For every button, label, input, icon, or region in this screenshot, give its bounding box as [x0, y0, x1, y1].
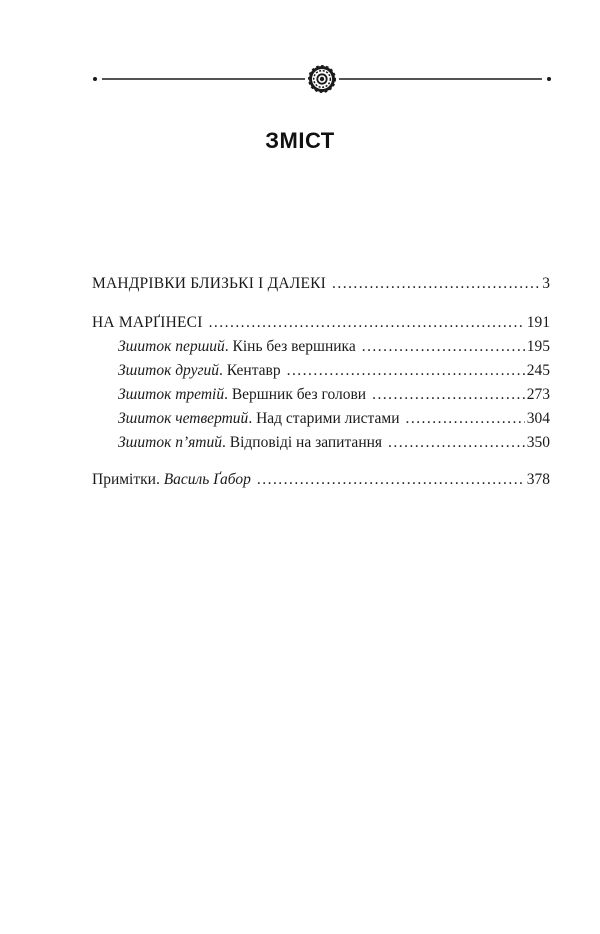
dot-leader: [287, 359, 525, 383]
toc-entry-rest: . Над старими листами: [248, 410, 400, 427]
toc-entry-italic: Зшиток п’ятий: [118, 434, 223, 451]
toc-page-number: 304: [526, 410, 550, 427]
toc-entry-italic: Зшиток другий: [118, 362, 220, 379]
ornament-dot-right: [547, 77, 551, 81]
toc-entry-title: [118, 407, 400, 431]
toc-entry-italic: Зшиток третій: [118, 386, 225, 403]
dot-leader: [372, 383, 525, 407]
toc-entry-title: [118, 335, 356, 359]
toc-entry-part1[interactable]: [92, 272, 550, 296]
toc-entry-title: [118, 359, 281, 383]
toc-page-number: 245: [526, 362, 550, 379]
dot-leader: [406, 407, 525, 431]
toc-entry-notes[interactable]: [92, 468, 550, 492]
toc-entry-sub2[interactable]: [92, 359, 550, 383]
toc-entry-sub1[interactable]: [92, 335, 550, 359]
page-title: ЗМІСТ: [265, 128, 335, 153]
toc-entry-title: [92, 468, 251, 492]
toc-entry-rest: . Кентавр: [219, 362, 281, 379]
ornament-dot-left: [93, 77, 97, 81]
toc-page-number: 3: [542, 275, 550, 292]
toc-page-number: 378: [526, 471, 550, 488]
toc-entry-rest: . Відповіді на запитання: [222, 434, 383, 451]
table-of-contents: [92, 272, 550, 492]
toc-entry-title: НА МАРҐІНЕСІ: [92, 314, 203, 331]
toc-entry-italic: Зшиток перший: [118, 338, 225, 355]
toc-entry-prefix: Примітки.: [92, 471, 164, 488]
dot-leader: [388, 431, 525, 455]
toc-entry-title: МАНДРІВКИ БЛИЗЬКІ І ДАЛЕКІ: [92, 275, 327, 292]
toc-entry-rest: . Вершник без голови: [224, 386, 367, 403]
sun-medallion-icon: [309, 66, 335, 92]
toc-entry-italic: Василь Ґабор: [163, 471, 251, 488]
dot-leader: [257, 468, 525, 492]
toc-page-number: 191: [526, 314, 550, 331]
toc-page-number: 350: [526, 434, 550, 451]
header-ornament: [92, 64, 552, 94]
toc-entry-sub5[interactable]: [92, 431, 550, 455]
toc-entry-sub3[interactable]: [92, 383, 550, 407]
toc-entry-rest: . Кінь без вершника: [224, 338, 356, 355]
toc-entry-sub4[interactable]: [92, 407, 550, 431]
dot-leader: [209, 311, 525, 335]
toc-page-number: 195: [526, 338, 550, 355]
toc-entry-italic: Зшиток четвертий: [118, 410, 249, 427]
toc-entry-title: [118, 431, 382, 455]
dot-leader: [362, 335, 525, 359]
dot-leader: [332, 272, 540, 296]
toc-entry-part2[interactable]: [92, 311, 550, 335]
toc-entry-title: [118, 383, 366, 407]
toc-page-number: 273: [526, 386, 550, 403]
